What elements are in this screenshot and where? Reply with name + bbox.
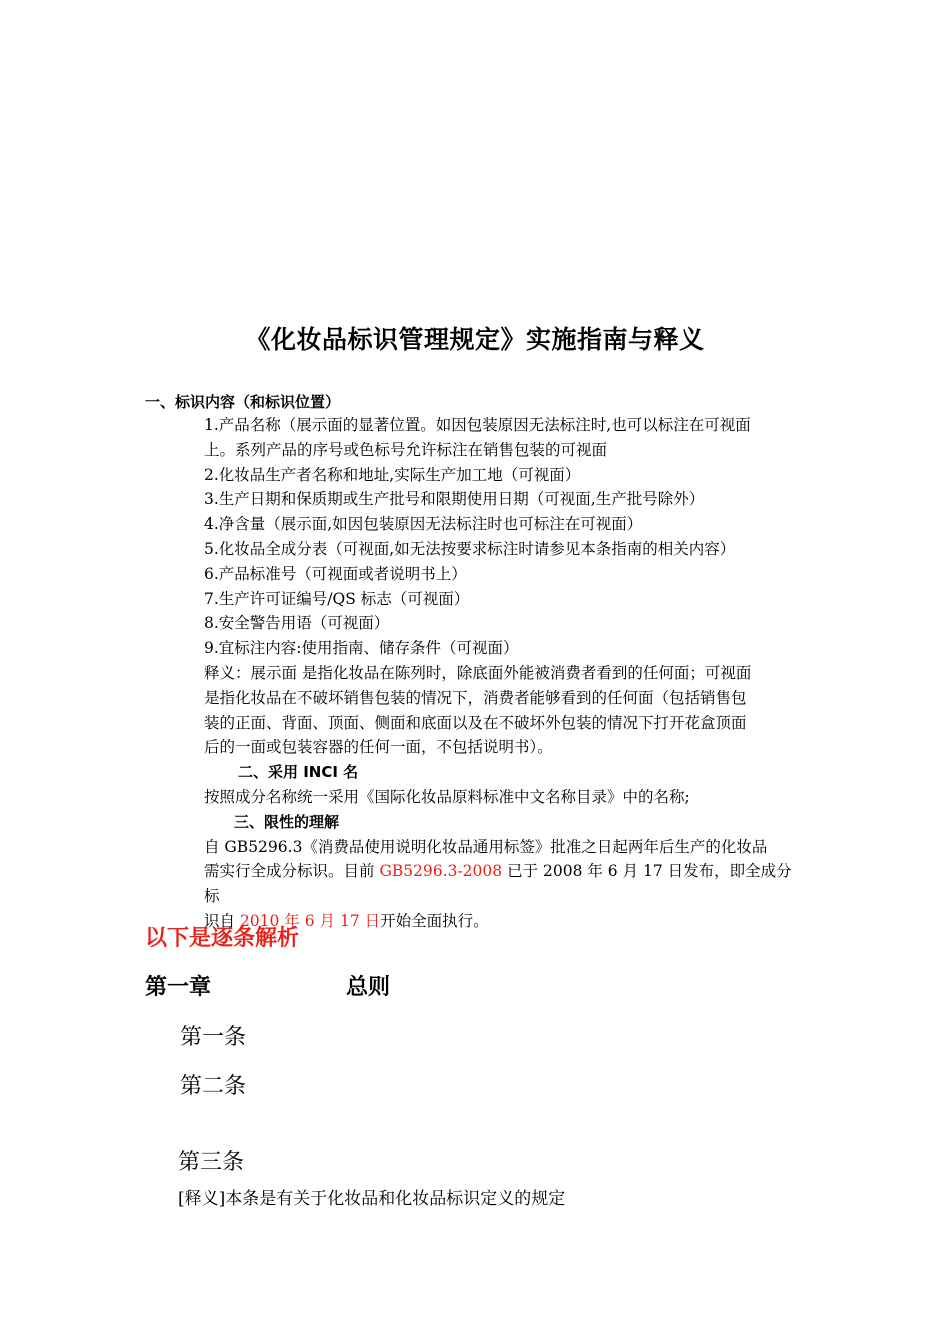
date-highlight: 2010 年 6 月 17 日: [239, 911, 381, 930]
list-item: 上。系列产品的序号或色标号允许标注在销售包装的可视面: [204, 440, 608, 459]
chapter-label: 第一章: [145, 975, 212, 1000]
text-segment: 开始全面执行。: [380, 911, 489, 930]
text-segment: 已于 2008 年 6 月 17 日发布，即全成分标: [204, 862, 792, 906]
definition-line: 后的一面或包装容器的任何一面，不包括说明书）。: [204, 738, 553, 757]
article-heading: 第三条: [178, 1150, 245, 1175]
list-item: 9.宜标注内容:使用指南、储存条件（可视面）: [204, 639, 519, 658]
section-heading-deadline: 三、限性的理解: [234, 812, 340, 831]
section-heading-inci: 二、采用 INCI 名: [238, 763, 359, 782]
standard-number-highlight: GB5296.3-2008: [379, 862, 503, 881]
list-item: 4.净含量（展示面,如因包装原因无法标注时也可标注在可视面）: [204, 515, 643, 534]
text-segment: 需实行全成分标识。目前: [204, 862, 380, 881]
document-title: 《化妆品标识管理规定》实施指南与释义: [245, 325, 705, 354]
chapter-name: 总则: [346, 975, 391, 1000]
list-item: 6.产品标准号（可视面或者说明书上）: [204, 564, 467, 583]
article-heading: 第一条: [180, 1025, 247, 1050]
deadline-text-line: [204, 859, 804, 909]
analysis-heading: 以下是逐条解析: [145, 926, 300, 951]
article-heading: 第二条: [180, 1074, 247, 1099]
article-note: [释义]本条是有关于化妆品和化妆品标识定义的规定: [178, 1189, 566, 1209]
inci-text: 按照成分名称统一采用《国际化妆品原料标准中文名称目录》中的名称;: [204, 787, 690, 806]
section-body: [204, 413, 804, 934]
list-item: 5.化妆品全成分表（可视面,如无法按要求标注时请参见本条指南的相关内容）: [204, 539, 736, 558]
section-heading-labeling-content: 一、标识内容（和标识位置）: [145, 393, 341, 411]
list-item: 2.化妆品生产者名称和地址,实际生产加工地（可视面）: [204, 465, 581, 484]
list-item: 1.产品名称（展示面的显著位置。如因包装原因无法标注时,也可以标注在可视面: [204, 416, 751, 434]
definition-line: 装的正面、背面、顶面、侧面和底面以及在不破坏外包装的情况下打开花盒顶面: [204, 713, 747, 732]
definition-line: 是指化妆品在不破坏销售包装的情况下，消费者能够看到的任何面（包括销售包: [204, 688, 747, 707]
definition-line: 释义：展示面 是指化妆品在陈列时，除底面外能被消费者看到的任何面；可视面: [204, 663, 752, 682]
list-item: 8.安全警告用语（可视面）: [204, 614, 390, 633]
deadline-text-line: 自 GB5296.3《消费品使用说明化妆品通用标签》批准之日起两年后生产的化妆品: [204, 837, 768, 856]
text-segment: 识自: [204, 911, 240, 930]
list-item: 3.生产日期和保质期或生产批号和限期使用日期（可视面,生产批号除外）: [204, 490, 705, 509]
list-item: 7.生产许可证编号/QS 标志（可视面）: [204, 589, 470, 608]
